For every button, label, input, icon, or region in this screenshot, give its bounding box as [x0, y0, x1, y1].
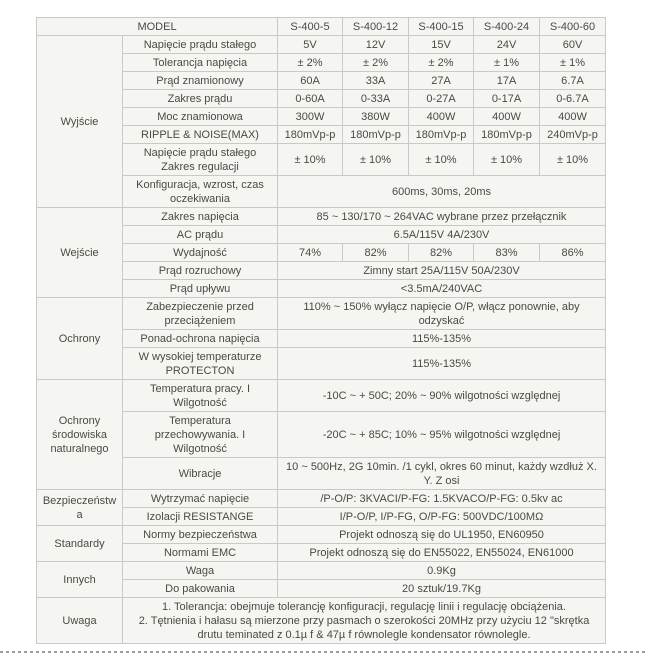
- value-cell: 82%: [409, 244, 474, 262]
- param-label-cell: Wydajność: [123, 244, 278, 262]
- value-cell: 6.7A: [540, 72, 606, 90]
- value-cell: 300W: [278, 108, 343, 126]
- model-name-cell: S-400-15: [409, 18, 474, 36]
- value-cell: ± 1%: [540, 54, 606, 72]
- value-cell: 400W: [540, 108, 606, 126]
- value-cell: ± 1%: [474, 54, 540, 72]
- value-cell: Zimny start 25A/115V 50A/230V: [278, 262, 606, 280]
- spec-row: [37, 330, 606, 348]
- model-name-cell: S-400-60: [540, 18, 606, 36]
- value-cell: 600ms, 30ms, 20ms: [278, 176, 606, 208]
- spec-row: [37, 262, 606, 280]
- param-label-cell: Waga: [123, 562, 278, 580]
- value-cell: 180mVp-p: [409, 126, 474, 144]
- power-supply-spec-table: [36, 17, 606, 644]
- note-row: [37, 598, 606, 644]
- param-label-cell: Tolerancja napięcia: [123, 54, 278, 72]
- spec-row: [37, 54, 606, 72]
- value-cell: 12V: [343, 36, 409, 54]
- spec-row: [37, 348, 606, 380]
- group-label-cell: Wejście: [37, 208, 123, 298]
- group-label-cell: Wyjście: [37, 36, 123, 208]
- param-label-cell: Ponad-ochrona napięcia: [123, 330, 278, 348]
- value-cell: 180mVp-p: [343, 126, 409, 144]
- value-cell: 27A: [409, 72, 474, 90]
- value-cell: 180mVp-p: [474, 126, 540, 144]
- value-cell: Projekt odnoszą się do EN55022, EN55024, EN61000: [278, 544, 606, 562]
- param-label-cell: Zakres prądu: [123, 90, 278, 108]
- model-header-row: [37, 18, 606, 36]
- model-name-cell: S-400-5: [278, 18, 343, 36]
- spec-row: [37, 72, 606, 90]
- model-name-cell: S-400-24: [474, 18, 540, 36]
- value-cell: 5V: [278, 36, 343, 54]
- spec-row: [37, 526, 606, 544]
- param-label-cell: W wysokiej temperaturze PROTECTON: [123, 348, 278, 380]
- param-label-cell: Moc znamionowa: [123, 108, 278, 126]
- spec-row: [37, 144, 606, 176]
- param-label-cell: RIPPLE & NOISE(MAX): [123, 126, 278, 144]
- param-label-cell: Temperatura pracy. I Wilgotność: [123, 380, 278, 412]
- value-cell: 0-33A: [343, 90, 409, 108]
- value-cell: 83%: [474, 244, 540, 262]
- spec-row: [37, 208, 606, 226]
- value-cell: 85 ~ 130/170 ~ 264VAC wybrane przez przełącznik: [278, 208, 606, 226]
- value-cell: ± 2%: [278, 54, 343, 72]
- value-cell: ± 10%: [343, 144, 409, 176]
- param-label-cell: Konfiguracja, wzrost, czas oczekiwania: [123, 176, 278, 208]
- value-cell: I/P-O/P, I/P-FG, O/P-FG: 500VDC/100MΩ: [278, 508, 606, 526]
- spec-row: [37, 36, 606, 54]
- value-cell: 60V: [540, 36, 606, 54]
- spec-row: [37, 244, 606, 262]
- param-label-cell: Normy bezpieczeństwa: [123, 526, 278, 544]
- value-cell: 0-6.7A: [540, 90, 606, 108]
- spec-row: [37, 508, 606, 526]
- spec-row: [37, 412, 606, 458]
- value-cell: 240mVp-p: [540, 126, 606, 144]
- param-label-cell: Wytrzymać napięcie: [123, 490, 278, 508]
- value-cell: 6.5A/115V 4A/230V: [278, 226, 606, 244]
- value-cell: 0-17A: [474, 90, 540, 108]
- value-cell: -20C ~ + 85C; 10% ~ 95% wilgotności względnej: [278, 412, 606, 458]
- value-cell: 380W: [343, 108, 409, 126]
- model-name-cell: S-400-12: [343, 18, 409, 36]
- value-cell: ± 2%: [409, 54, 474, 72]
- spec-row: [37, 126, 606, 144]
- spec-table-body: [37, 36, 606, 644]
- param-label-cell: Temperatura przechowywania. I Wilgotność: [123, 412, 278, 458]
- value-cell: ± 2%: [343, 54, 409, 72]
- param-label-cell: Izolacji RESISTANGE: [123, 508, 278, 526]
- param-label-cell: Wibracje: [123, 458, 278, 490]
- value-cell: Projekt odnoszą się do UL1950, EN60950: [278, 526, 606, 544]
- value-cell: 74%: [278, 244, 343, 262]
- param-label-cell: Zakres napięcia: [123, 208, 278, 226]
- spec-sheet: [0, 17, 647, 654]
- spec-row: [37, 280, 606, 298]
- spec-row: [37, 108, 606, 126]
- param-label-cell: Prąd rozruchowy: [123, 262, 278, 280]
- value-cell: ± 10%: [474, 144, 540, 176]
- value-cell: 180mVp-p: [278, 126, 343, 144]
- value-cell: 115%-135%: [278, 330, 606, 348]
- spec-row: [37, 380, 606, 412]
- model-label-cell: MODEL: [37, 18, 278, 36]
- param-label-cell: Napięcie prądu stałego: [123, 36, 278, 54]
- value-cell: 0-60A: [278, 90, 343, 108]
- value-cell: ± 10%: [278, 144, 343, 176]
- value-cell: 20 sztuk/19.7Kg: [278, 580, 606, 598]
- value-cell: 10 ~ 500Hz, 2G 10min. /1 cykl, okres 60 minut, każdy wzdłuż X. Y. Z osi: [278, 458, 606, 490]
- value-cell: 400W: [409, 108, 474, 126]
- note-label-cell: Uwaga: [37, 598, 123, 644]
- note-line: 1. Tolerancja: obejmuje tolerancję konfiguracji, regulację linii i regulację obciążenia.: [162, 601, 566, 613]
- value-cell: <3.5mA/240VAC: [278, 280, 606, 298]
- spec-row: [37, 90, 606, 108]
- value-cell: 17A: [474, 72, 540, 90]
- spec-row: [37, 580, 606, 598]
- note-line: 2. Tętnienia i hałasu są mierzone przy pasmach o szerokości 20MHz przy użyciu 12 "skrętka drutu teminated z 0.1µ f & 47µ f równolegle kondensator równolegle.: [138, 615, 590, 641]
- value-cell: 82%: [343, 244, 409, 262]
- value-cell: 115%-135%: [278, 348, 606, 380]
- param-label-cell: Do pakowania: [123, 580, 278, 598]
- group-label-cell: Standardy: [37, 526, 123, 562]
- group-label-cell: Bezpieczeństwa: [37, 490, 123, 526]
- value-cell: -10C ~ + 50C; 20% ~ 90% wilgotności względnej: [278, 380, 606, 412]
- spec-row: [37, 226, 606, 244]
- param-label-cell: Prąd znamionowy: [123, 72, 278, 90]
- group-label-cell: Ochrony środowiska naturalnego: [37, 380, 123, 490]
- spec-row: [37, 562, 606, 580]
- param-label-cell: Normami EMC: [123, 544, 278, 562]
- dashed-divider: [0, 651, 647, 653]
- group-label-cell: Ochrony: [37, 298, 123, 380]
- value-cell: 110% ~ 150% wyłącz napięcie O/P, włącz ponownie, aby odzyskać: [278, 298, 606, 330]
- value-cell: 0-27A: [409, 90, 474, 108]
- spec-row: [37, 298, 606, 330]
- param-label-cell: Zabezpieczenie przed przeciążeniem: [123, 298, 278, 330]
- param-label-cell: AC prądu: [123, 226, 278, 244]
- value-cell: ± 10%: [540, 144, 606, 176]
- value-cell: 15V: [409, 36, 474, 54]
- spec-row: [37, 458, 606, 490]
- value-cell: 33A: [343, 72, 409, 90]
- note-content-cell: [123, 598, 606, 644]
- value-cell: 60A: [278, 72, 343, 90]
- value-cell: 400W: [474, 108, 540, 126]
- spec-row: [37, 544, 606, 562]
- value-cell: 24V: [474, 36, 540, 54]
- value-cell: /P-O/P: 3KVACI/P-FG: 1.5KVACO/P-FG: 0.5kv ac: [278, 490, 606, 508]
- value-cell: 0.9Kg: [278, 562, 606, 580]
- group-label-cell: Innych: [37, 562, 123, 598]
- param-label-cell: Napięcie prądu stałego Zakres regulacji: [123, 144, 278, 176]
- param-label-cell: Prąd upływu: [123, 280, 278, 298]
- value-cell: ± 10%: [409, 144, 474, 176]
- spec-row: [37, 176, 606, 208]
- spec-row: [37, 490, 606, 508]
- value-cell: 86%: [540, 244, 606, 262]
